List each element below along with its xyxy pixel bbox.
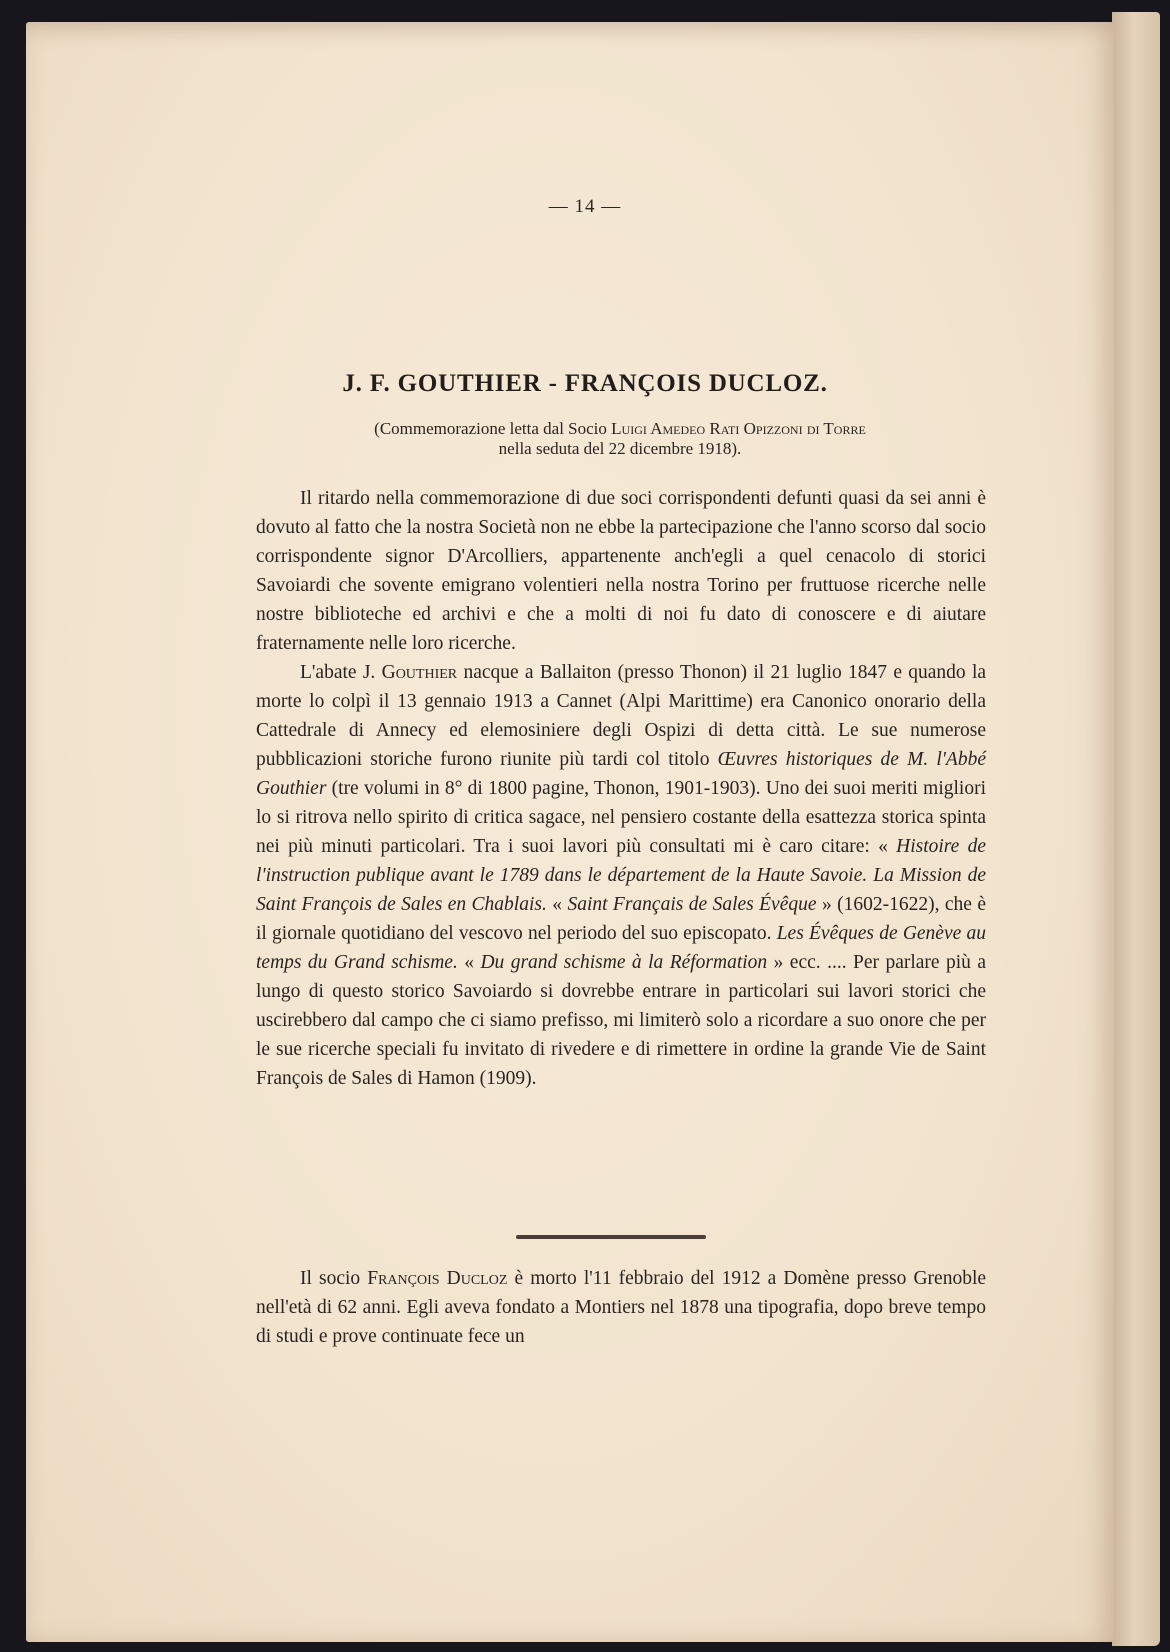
- paragraph-1: Il ritardo nella commemorazione di due soci corrispondenti defunti quasi da sei anni è dovuto al fatto che la nostra Società non ne ebbe la partecipazione che l'anno scorso dal socio corrispondente signor D'Arcolliers, appartenente anch'egli a quel cenacolo di storici Savoiardi che sovente emigrano volentieri nella nostra Torino per fruttuose ricerche nelle nostre biblioteche ed archivi e che a molti di noi fu dato di conoscere e di aiutare fraternamente nelle loro ricerche.: [256, 488, 986, 654]
- p2-text-3: (tre volumi in 8° di 1800 pagine, Thonon, 1901-1903). Uno dei suoi meriti migliori lo si ritrova nello spirito di critica sagace, nel pensiero costante della esattezza storica spinta nei più minuti particolari. Tra i suoi lavori più consultati mi è caro citare: «: [256, 778, 986, 857]
- p2-text-1: L'abate J.: [300, 662, 376, 683]
- p2-title-histoire: Histoire de l'instruction publique avant le 1789 dans le département de la Haute Savoie. La Mission de Saint François de Sales en Chablais.: [256, 836, 986, 915]
- page-number: — 14 —: [548, 196, 622, 217]
- section-divider: [516, 1235, 706, 1239]
- p2-text-6: «: [464, 952, 475, 973]
- body-section-ducloz: [256, 1264, 986, 1351]
- body-section-gouthier: [256, 484, 986, 1093]
- subtitle-suffix: nella seduta del 22 dicembre 1918).: [498, 439, 742, 458]
- p2-title-saint-francais: Saint Français de Sales Évêque: [567, 894, 817, 915]
- p2-name-gouthier: Gouthier: [381, 662, 458, 683]
- p2-text-2: nacque a Ballaiton (presso Thonon) il 21 luglio 1847 e quando la morte lo colpì il 13 gennaio 1913 a Cannet (Alpi Marittime) era Canonico onorario della Cattedrale di Annecy ed elemosiniere degli Ospizi di detta città. Le sue numerose pubblicazioni storiche furono riunite più tardi col titolo: [256, 662, 987, 770]
- subtitle-author: Luigi Amedeo Rati Opizzoni di Torre: [611, 419, 866, 438]
- paragraph-3: [256, 1264, 986, 1351]
- p2-text-5: » (1602-1622), che è il giornale quotidiano del vescovo nel periodo del suo episcopato.: [256, 894, 987, 944]
- p3-name-ducloz: François Ducloz: [367, 1268, 508, 1289]
- paragraph-2: [256, 658, 986, 1093]
- p2-text-4: «: [552, 894, 563, 915]
- article-title: J. F. GOUTHIER - FRANÇOIS DUCLOZ.: [342, 370, 828, 397]
- p2-text-7: » ecc. .... Per parlare più a lungo di questo storico Savoiardo si dovrebbe entrare in particolari sui lavori storici che uscirebbero dal campo che ci siamo prefisso, mi limiterò solo a ricordare a suo onore che per le sue ricerche speciali fu invitato di rivedere e di rimettere in ordine la grande Vie de Saint François de Sales di Hamon (1909).: [256, 952, 986, 1089]
- subtitle-prefix: (Commemorazione letta dal Socio: [374, 419, 607, 438]
- p2-title-schisme: Du grand schisme à la Réformation: [480, 952, 768, 973]
- page-edge: [1112, 12, 1160, 1646]
- p3-text-2: è morto l'11 febbraio del 1912 a Domène presso Grenoble nell'età di 62 anni. Egli aveva fondato a Montiers nel 1878 una tipografia, dopo breve tempo di studi e prove continuate fece un: [256, 1268, 987, 1347]
- article-subtitle: [280, 419, 960, 459]
- p3-text-1: Il socio: [300, 1268, 361, 1289]
- p2-title-eveques: Les Évêques de Genève au temps du Grand schisme.: [256, 923, 987, 973]
- p2-title-oeuvres: Œuvres historiques de M. l'Abbé Gouthier: [256, 749, 987, 799]
